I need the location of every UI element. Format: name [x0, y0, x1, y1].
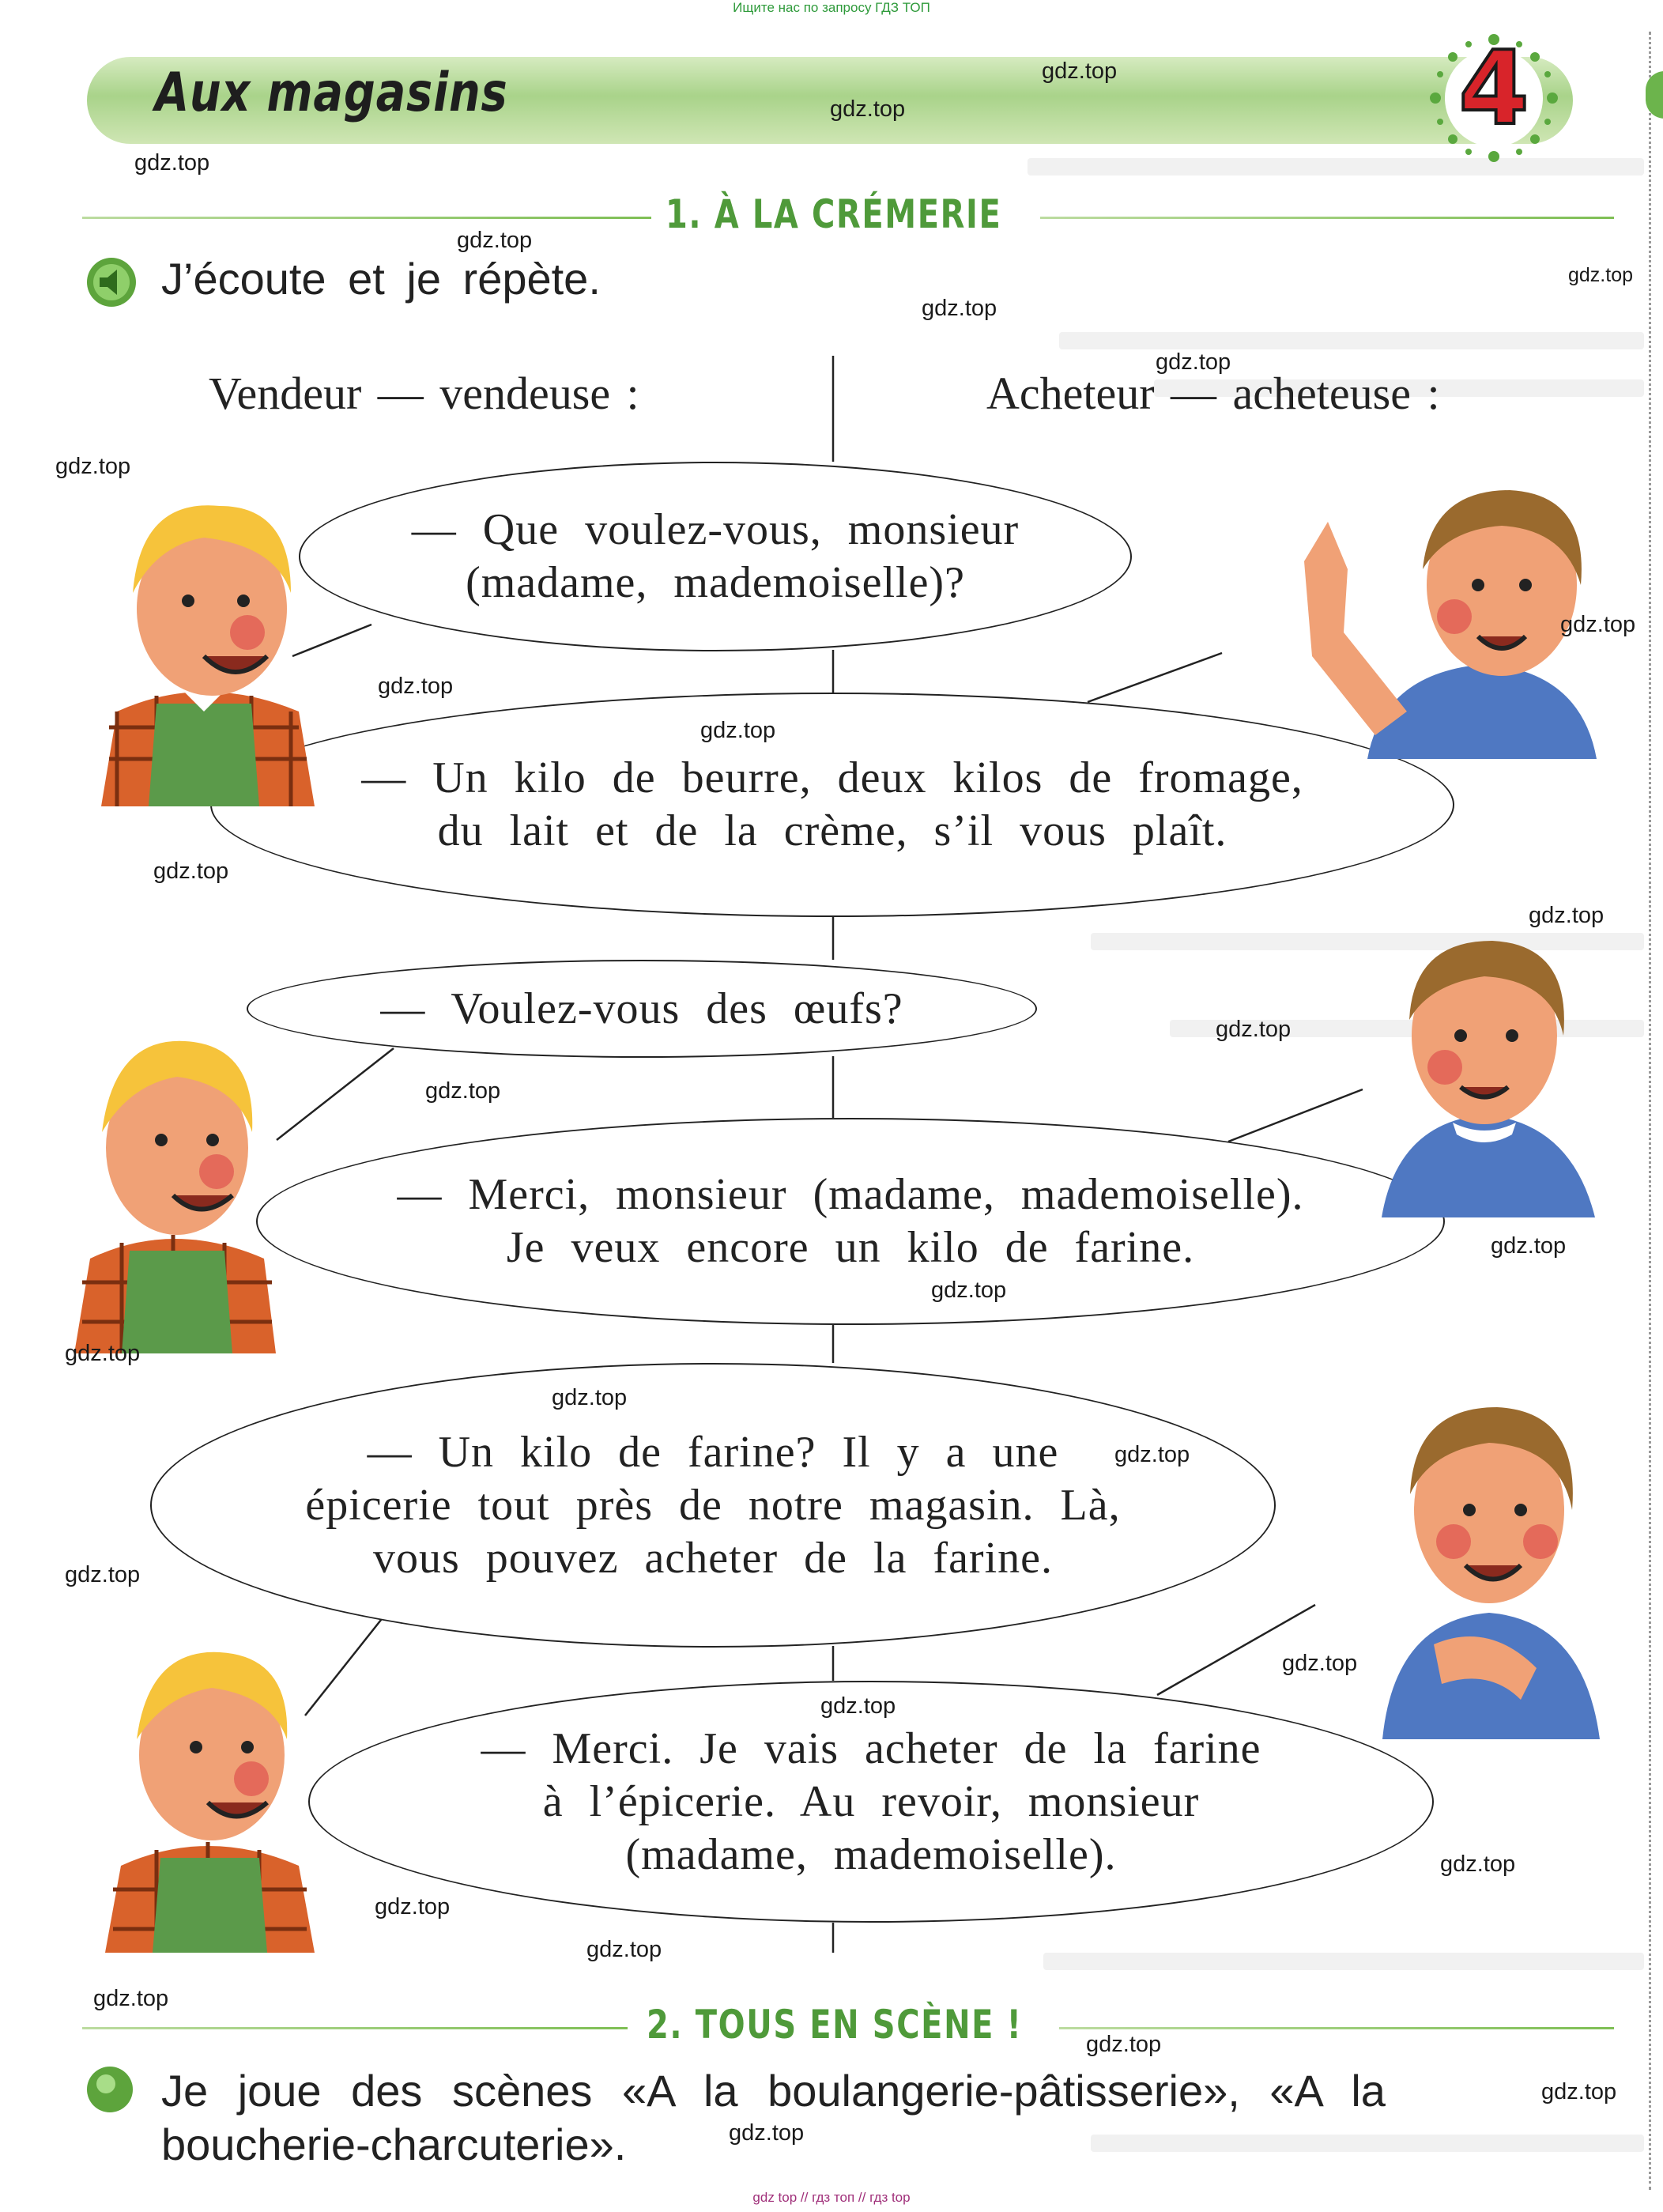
buyer-illustration	[1366, 925, 1603, 1217]
section2-instruction-line: boucherie-charcuterie».	[161, 2120, 627, 2169]
bubble-line: vous pouvez acheter de la farine.	[373, 1533, 1053, 1583]
buyer-heading: Acheteur — acheteuse :	[986, 368, 1440, 419]
watermark: gdz.top	[552, 1385, 628, 1410]
watermark: gdz.top	[729, 2120, 805, 2146]
watermark: gdz.top	[65, 1562, 141, 1587]
watermark: gdz.top	[820, 1693, 896, 1719]
speech-bubble-seller-1	[299, 462, 1132, 651]
watermark: gdz.top	[922, 296, 997, 321]
bottom-note: gdz top // гдз топ // гдз top	[752, 2190, 911, 2205]
watermark: gdz.top	[153, 859, 229, 884]
watermark: gdz.top	[378, 674, 454, 699]
bubble-line: — Merci, monsieur (madame, mademoiselle).	[397, 1170, 1304, 1219]
seller-heading: Vendeur — vendeuse :	[209, 368, 639, 419]
chapter-title: Aux magasins	[155, 62, 508, 124]
section1-title: 1. À LA CRÉMERIE	[666, 191, 1002, 237]
bubble-line: à l’épicerie. Au revoir, monsieur	[542, 1776, 1200, 1826]
watermark: gdz.top	[1529, 903, 1605, 928]
watermark: gdz.top	[700, 718, 776, 743]
watermark: gdz.top	[93, 1986, 169, 2011]
section2-instruction-line: Je joue des scènes «A la boulangerie-pâtisserie», «A la	[161, 2066, 1386, 2116]
bubble-line: — Que voulez-vous, monsieur	[411, 505, 1020, 554]
watermark: gdz.top	[1440, 1852, 1516, 1877]
seller-illustration	[66, 1006, 280, 1353]
watermark: gdz.top	[457, 228, 533, 253]
bubble-line: — Un kilo de beurre, deux kilos de fromage,	[361, 753, 1303, 802]
buyer-illustration	[1371, 1383, 1608, 1739]
bubble-line: épicerie tout près de notre magasin. Là,	[305, 1480, 1121, 1530]
watermark: gdz.top	[1491, 1233, 1567, 1259]
unit-number: 4	[1458, 30, 1529, 148]
seller-illustration	[93, 1621, 322, 1953]
section-divider-left	[82, 2027, 628, 2029]
watermark: gdz.top	[1042, 59, 1118, 84]
bubble-line: — Un kilo de farine? Il y a une	[367, 1427, 1059, 1477]
exercise-bullet-icon	[85, 2065, 134, 2114]
watermark: gdz.top	[425, 1078, 501, 1104]
watermark: gdz.top	[1568, 264, 1634, 286]
watermark: gdz.top	[65, 1341, 141, 1366]
speech-bubble-seller-2	[247, 960, 1037, 1058]
top-note: Ищите нас по запросу ГДЗ ТОП	[733, 0, 930, 15]
watermark: gdz.top	[1541, 2079, 1617, 2104]
section1-instruction: J’écoute et je répète.	[161, 254, 601, 304]
bubble-line: (madame, mademoiselle)?	[466, 558, 965, 607]
bubble-line: — Voulez-vous des œufs?	[380, 983, 903, 1033]
speech-bubble-buyer-2	[256, 1118, 1445, 1325]
bubble-line: Je veux encore un kilo de farine.	[506, 1223, 1195, 1272]
speech-bubble-buyer-1	[210, 693, 1454, 917]
watermark: gdz.top	[1114, 1442, 1190, 1467]
watermark: gdz.top	[1216, 1017, 1292, 1042]
bubble-line: du lait et de la crème, s’il vous plaît.	[437, 806, 1227, 855]
watermark: gdz.top	[931, 1278, 1007, 1303]
seller-illustration	[85, 474, 322, 806]
watermark: gdz.top	[1282, 1651, 1358, 1676]
bubble-line: — Merci. Je vais acheter de la farine	[481, 1723, 1261, 1773]
watermark: gdz.top	[1560, 612, 1636, 637]
watermark: gdz.top	[1156, 349, 1231, 375]
bubble-line: (madame, mademoiselle).	[625, 1829, 1117, 1879]
watermark: gdz.top	[586, 1937, 662, 1962]
speech-bubble-seller-3	[150, 1363, 1276, 1648]
section2-title: 2. TOUS EN SCÈNE !	[647, 2002, 1023, 2048]
watermark: gdz.top	[830, 96, 906, 122]
section-divider-right	[1059, 2027, 1614, 2029]
watermark: gdz.top	[55, 454, 131, 479]
watermark: gdz.top	[375, 1894, 451, 1919]
watermark: gdz.top	[1086, 2032, 1162, 2057]
watermark: gdz.top	[134, 150, 210, 176]
